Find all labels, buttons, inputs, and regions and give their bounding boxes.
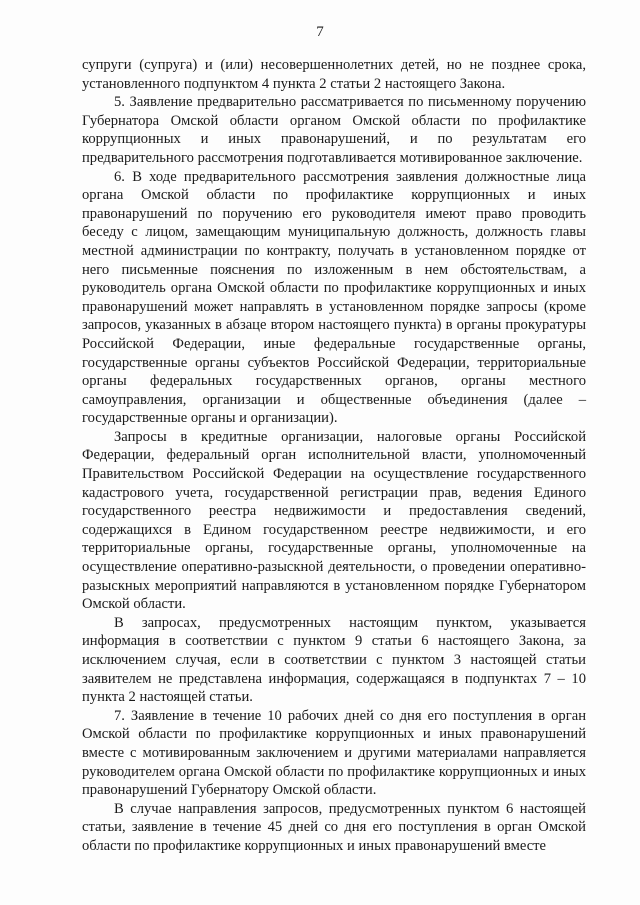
page-number: 7: [316, 24, 324, 40]
paragraph-item-6: 6. В ходе предварительного рассмотрения заявления должностные лица органа Омской области по профилактике коррупционных и иных правонарушений по поручению его руководителя имеют право проводить беседу с лицом, замещающим муниципальную должность, должность главы местной администрации по контракту, получать в установленном порядке от него письменные пояснения по изложенным в нем обстоятельствам, а руководитель органа Омской области по профилактике коррупционных и иных правонарушений может направлять в установленном порядке запросы (кроме запросов, указанных в абзаце втором настоящего пункта) в органы прокуратуры Российской Федерации, иные федеральные государственные органы, государственные органы субъектов Российской Федерации, территориальные органы федеральных государственных органов, органы местного самоуправления, организации и общественные объединения (далее – государственные органы и организации).: [82, 168, 586, 427]
document-body: [82, 56, 586, 856]
paragraph-item-7: 7. Заявление в течение 10 рабочих дней со дня его поступления в орган Омской области по профилактике коррупционных и иных правонарушений вместе с мотивированным заключением и другими материалами направляется руководителем органа Омской области по профилактике коррупционных и иных правонарушений Губернатору Омской области.: [82, 707, 586, 799]
paragraph-continuation: супруги (супруга) и (или) несовершеннолетних детей, но не позднее срока, установленного подпунктом 4 пункта 2 статьи 2 настоящего Закона.: [82, 57, 586, 92]
paragraph-request-info: В запросах, предусмотренных настоящим пунктом, указывается информация в соответствии с пунктом 9 статьи 6 настоящего Закона, за исключением случая, если в соответствии с пунктом 3 настоящей статьи заявителем не представлена информация, содержащаяся в подпунктах 7 – 10 пункта 2 настоящей статьи.: [82, 614, 586, 706]
paragraph-requests: Запросы в кредитные организации, налоговые органы Российской Федерации, федеральный орган исполнительной власти, уполномоченный Правительством Российской Федерации на осуществление государственного кадастрового учета, государственной регистрации прав, ведения Единого государственного реестра недвижимости и предоставления сведений, содержащихся в Едином государственном реестре недвижимости, и его территориальные органы, государственные органы, уполномоченные на осуществление оперативно-разыскной деятельности, о проведении оперативно-разыскных мероприятий направляются в установленном порядке Губернатором Омской области.: [82, 428, 586, 613]
paragraph-item-5: 5. Заявление предварительно рассматривается по письменному поручению Губернатора Омской области органом Омской области по профилактике коррупционных и иных правонарушений, и по результатам его предварительного рассмотрения подготавливается мотивированное заключение.: [82, 94, 586, 166]
paragraph-requests-case: В случае направления запросов, предусмотренных пунктом 6 настоящей статьи, заявление в течение 45 дней со дня его поступления в орган Омской области по профилактике коррупционных и иных правонарушений вместе: [82, 800, 586, 854]
